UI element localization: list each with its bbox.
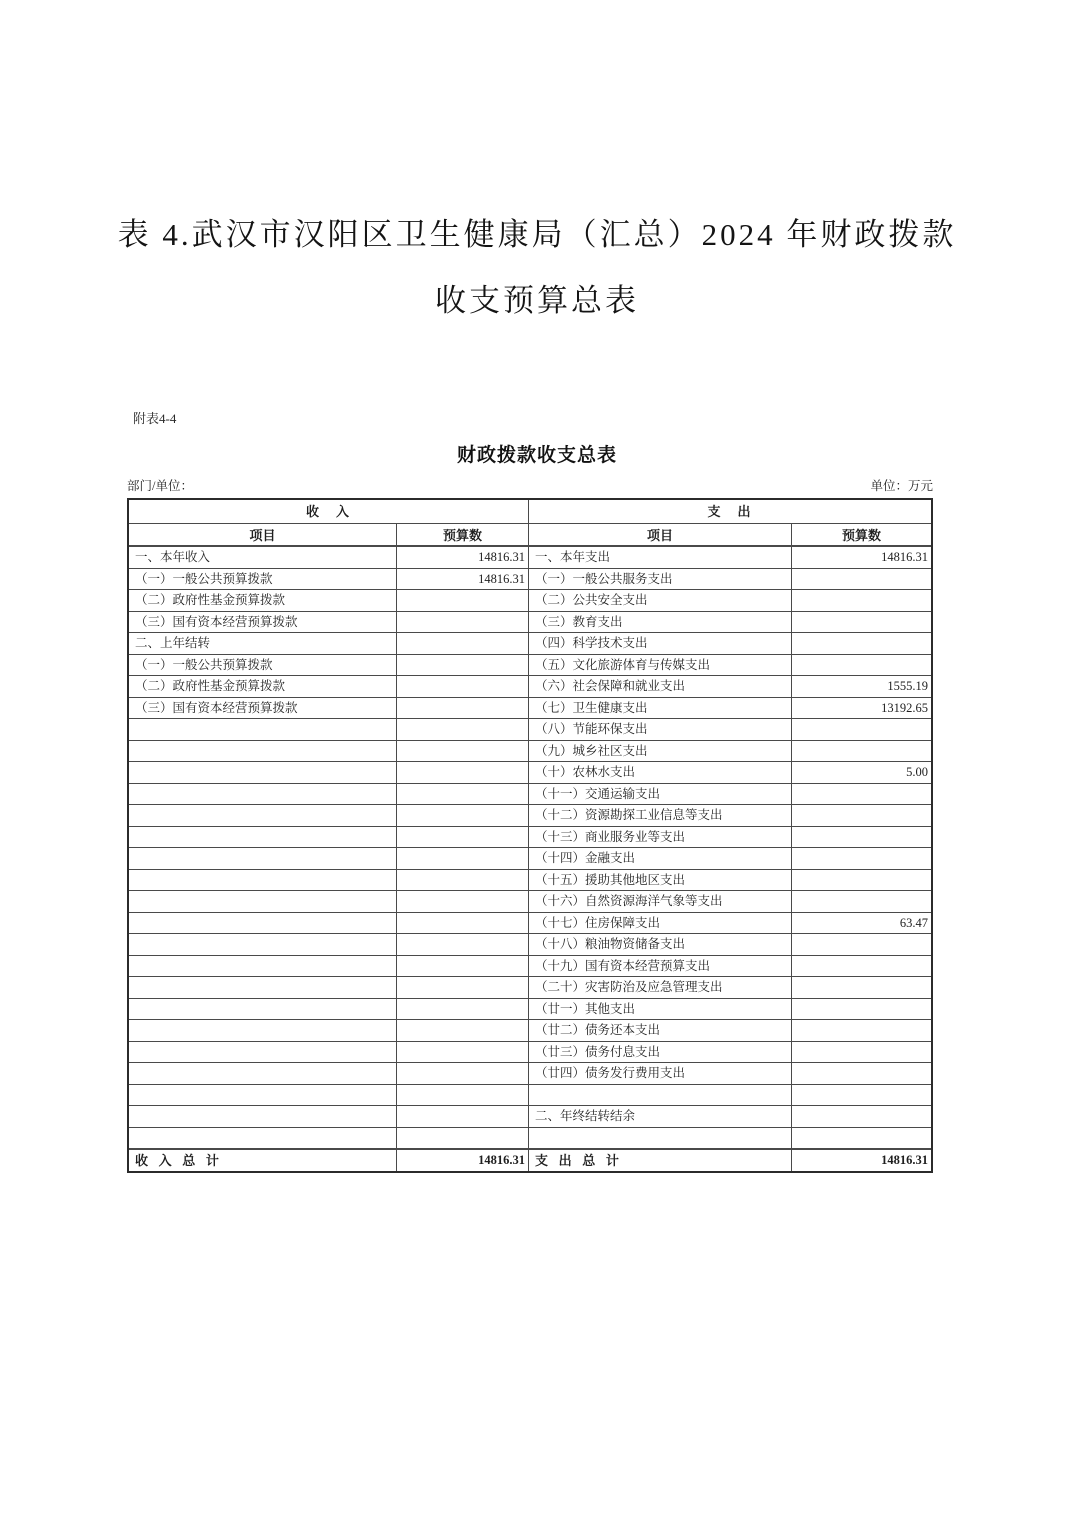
- expenditure-item-cell: （十六）自然资源海洋气象等支出: [529, 891, 792, 913]
- expenditure-item-cell: （九）城乡社区支出: [529, 741, 792, 763]
- revenue-amount-cell: [397, 1063, 529, 1085]
- revenue-amount-cell: [397, 870, 529, 892]
- expenditure-amount-cell: [792, 827, 931, 849]
- expenditure-item-cell: （廿一）其他支出: [529, 999, 792, 1021]
- revenue-amount-cell: 14816.31: [397, 547, 529, 569]
- table-body: [129, 547, 931, 1149]
- revenue-amount-cell: [397, 999, 529, 1021]
- department-unit-label: 部门/单位：: [127, 479, 193, 493]
- revenue-item-cell: [129, 977, 397, 999]
- document-title-line1: 表 4.武汉市汉阳区卫生健康局（汇总）2024 年财政拨款: [117, 217, 957, 252]
- revenue-item-cell: [129, 805, 397, 827]
- table-row: [129, 1085, 931, 1107]
- expenditure-amount-cell: [792, 1128, 931, 1150]
- document-title-line2: 收支预算总表: [435, 283, 639, 318]
- expenditure-amount-cell: [792, 719, 931, 741]
- expenditure-amount-cell: [792, 741, 931, 763]
- expenditure-total-label: 支 出 总 计: [529, 1149, 792, 1171]
- column-header-row: [129, 524, 931, 547]
- table-row: [129, 676, 931, 698]
- revenue-amount-cell: [397, 1106, 529, 1128]
- expenditure-amount-cell: [792, 805, 931, 827]
- expenditure-item-cell: （十二）资源勘探工业信息等支出: [529, 805, 792, 827]
- revenue-amount-cell: [397, 655, 529, 677]
- expenditure-section-header: 支 出: [529, 500, 931, 524]
- expenditure-item-cell: （十三）商业服务业等支出: [529, 827, 792, 849]
- revenue-item-cell: [129, 956, 397, 978]
- revenue-total-label: 收 入 总 计: [129, 1149, 397, 1171]
- revenue-item-cell: [129, 719, 397, 741]
- revenue-amount-cell: [397, 784, 529, 806]
- expenditure-amount-cell: [792, 1085, 931, 1107]
- expenditure-item-cell: （五）文化旅游体育与传媒支出: [529, 655, 792, 677]
- expenditure-item-cell: （三）教育支出: [529, 612, 792, 634]
- revenue-amount-cell: [397, 977, 529, 999]
- revenue-item-cell: （二）政府性基金预算拨款: [129, 590, 397, 612]
- expenditure-amount-cell: [792, 956, 931, 978]
- revenue-item-cell: [129, 1085, 397, 1107]
- expenditure-amount-cell: [792, 1063, 931, 1085]
- revenue-item-cell: [129, 1063, 397, 1085]
- table-row: [129, 913, 931, 935]
- table-row: [129, 977, 931, 999]
- table-row: [129, 999, 931, 1021]
- expenditure-item-cell: （廿二）债务还本支出: [529, 1020, 792, 1042]
- revenue-section-header: 收 入: [129, 500, 529, 524]
- revenue-amount-cell: [397, 848, 529, 870]
- revenue-item-cell: [129, 1042, 397, 1064]
- table-row: [129, 784, 931, 806]
- expenditure-item-cell: （十一）交通运输支出: [529, 784, 792, 806]
- revenue-amount-cell: [397, 612, 529, 634]
- expenditure-item-cell: （廿四）债务发行费用支出: [529, 1063, 792, 1085]
- expenditure-item-cell: 一、本年支出: [529, 547, 792, 569]
- expenditure-item-column-header: 项目: [529, 524, 792, 547]
- revenue-amount-cell: [397, 633, 529, 655]
- expenditure-item-cell: （二）公共安全支出: [529, 590, 792, 612]
- expenditure-total-value: 14816.31: [792, 1149, 931, 1171]
- expenditure-item-cell: （二十）灾害防治及应急管理支出: [529, 977, 792, 999]
- expenditure-amount-cell: [792, 1020, 931, 1042]
- expenditure-item-cell: （十八）粮油物资储备支出: [529, 934, 792, 956]
- revenue-amount-cell: [397, 676, 529, 698]
- revenue-item-cell: [129, 999, 397, 1021]
- expenditure-item-cell: [529, 1085, 792, 1107]
- revenue-item-cell: [129, 762, 397, 784]
- table-row: [129, 1063, 931, 1085]
- expenditure-amount-cell: 1555.19: [792, 676, 931, 698]
- expenditure-amount-cell: [792, 784, 931, 806]
- table-row: [129, 956, 931, 978]
- table-meta-row: [127, 476, 933, 494]
- revenue-amount-cell: [397, 762, 529, 784]
- revenue-item-cell: [129, 1106, 397, 1128]
- table-row: [129, 590, 931, 612]
- revenue-amount-cell: [397, 1042, 529, 1064]
- expenditure-amount-cell: [792, 590, 931, 612]
- total-row: [129, 1149, 931, 1171]
- table-row: [129, 547, 931, 569]
- table-row: [129, 612, 931, 634]
- unit-label: 单位：万元: [870, 479, 933, 493]
- table-row: [129, 633, 931, 655]
- table-row: [129, 762, 931, 784]
- expenditure-amount-cell: 63.47: [792, 913, 931, 935]
- revenue-amount-cell: [397, 891, 529, 913]
- expenditure-amount-cell: [792, 569, 931, 591]
- revenue-amount-cell: [397, 913, 529, 935]
- revenue-item-cell: [129, 827, 397, 849]
- revenue-item-cell: [129, 870, 397, 892]
- expenditure-item-cell: （一）一般公共服务支出: [529, 569, 792, 591]
- revenue-item-cell: [129, 1128, 397, 1150]
- expenditure-item-cell: [529, 1128, 792, 1150]
- expenditure-item-cell: （八）节能环保支出: [529, 719, 792, 741]
- revenue-amount-cell: [397, 590, 529, 612]
- revenue-item-cell: [129, 934, 397, 956]
- expenditure-amount-cell: [792, 633, 931, 655]
- revenue-item-cell: [129, 1020, 397, 1042]
- section-header-row: [129, 500, 931, 524]
- expenditure-item-cell: （十七）住房保障支出: [529, 913, 792, 935]
- expenditure-item-cell: （七）卫生健康支出: [529, 698, 792, 720]
- expenditure-amount-cell: [792, 848, 931, 870]
- revenue-amount-cell: 14816.31: [397, 569, 529, 591]
- table-title: 财政拨款收支总表: [456, 445, 617, 466]
- revenue-amount-cell: [397, 1128, 529, 1150]
- revenue-item-cell: [129, 848, 397, 870]
- expenditure-amount-cell: [792, 870, 931, 892]
- table-row: [129, 698, 931, 720]
- expenditure-amount-cell: [792, 891, 931, 913]
- revenue-amount-cell: [397, 934, 529, 956]
- expenditure-amount-cell: [792, 1106, 931, 1128]
- revenue-item-cell: [129, 741, 397, 763]
- revenue-total-value: 14816.31: [397, 1149, 529, 1171]
- expenditure-amount-cell: [792, 655, 931, 677]
- table-row: [129, 891, 931, 913]
- table-row: [129, 870, 931, 892]
- revenue-amount-cell: [397, 805, 529, 827]
- expenditure-amount-cell: [792, 977, 931, 999]
- revenue-item-column-header: 项目: [129, 524, 397, 547]
- revenue-item-cell: （二）政府性基金预算拨款: [129, 676, 397, 698]
- table-row: [129, 1106, 931, 1128]
- expenditure-amount-cell: [792, 934, 931, 956]
- table-row: [129, 827, 931, 849]
- expenditure-item-cell: 二、年终结转结余: [529, 1106, 792, 1128]
- expenditure-item-cell: （四）科学技术支出: [529, 633, 792, 655]
- table-row: [129, 1020, 931, 1042]
- revenue-amount-cell: [397, 827, 529, 849]
- expenditure-item-cell: （廿三）债务付息支出: [529, 1042, 792, 1064]
- revenue-budget-column-header: 预算数: [397, 524, 529, 547]
- expenditure-amount-cell: 14816.31: [792, 547, 931, 569]
- table-row: [129, 569, 931, 591]
- revenue-item-cell: （三）国有资本经营预算拨款: [129, 698, 397, 720]
- expenditure-amount-cell: [792, 612, 931, 634]
- revenue-amount-cell: [397, 1020, 529, 1042]
- table-row: [129, 1128, 931, 1150]
- document-title: [0, 0, 1074, 334]
- attachment-label: 附表4-4: [133, 411, 177, 426]
- revenue-amount-cell: [397, 719, 529, 741]
- table-row: [129, 934, 931, 956]
- revenue-item-cell: （三）国有资本经营预算拨款: [129, 612, 397, 634]
- revenue-item-cell: [129, 913, 397, 935]
- expenditure-amount-cell: [792, 999, 931, 1021]
- table-row: [129, 848, 931, 870]
- revenue-amount-cell: [397, 956, 529, 978]
- revenue-item-cell: （一）一般公共预算拨款: [129, 569, 397, 591]
- table-row: [129, 655, 931, 677]
- table-row: [129, 741, 931, 763]
- table-row: [129, 805, 931, 827]
- fiscal-summary-table: [127, 498, 933, 1173]
- revenue-amount-cell: [397, 1085, 529, 1107]
- revenue-amount-cell: [397, 698, 529, 720]
- expenditure-item-cell: （十四）金融支出: [529, 848, 792, 870]
- revenue-item-cell: 一、本年收入: [129, 547, 397, 569]
- expenditure-amount-cell: 5.00: [792, 762, 931, 784]
- revenue-amount-cell: [397, 741, 529, 763]
- table-row: [129, 719, 931, 741]
- table-row: [129, 1042, 931, 1064]
- revenue-item-cell: （一）一般公共预算拨款: [129, 655, 397, 677]
- expenditure-budget-column-header: 预算数: [792, 524, 931, 547]
- expenditure-amount-cell: 13192.65: [792, 698, 931, 720]
- revenue-item-cell: [129, 891, 397, 913]
- expenditure-item-cell: （十）农林水支出: [529, 762, 792, 784]
- expenditure-item-cell: （六）社会保障和就业支出: [529, 676, 792, 698]
- expenditure-item-cell: （十五）援助其他地区支出: [529, 870, 792, 892]
- revenue-item-cell: 二、上年结转: [129, 633, 397, 655]
- expenditure-item-cell: （十九）国有资本经营预算支出: [529, 956, 792, 978]
- revenue-item-cell: [129, 784, 397, 806]
- expenditure-amount-cell: [792, 1042, 931, 1064]
